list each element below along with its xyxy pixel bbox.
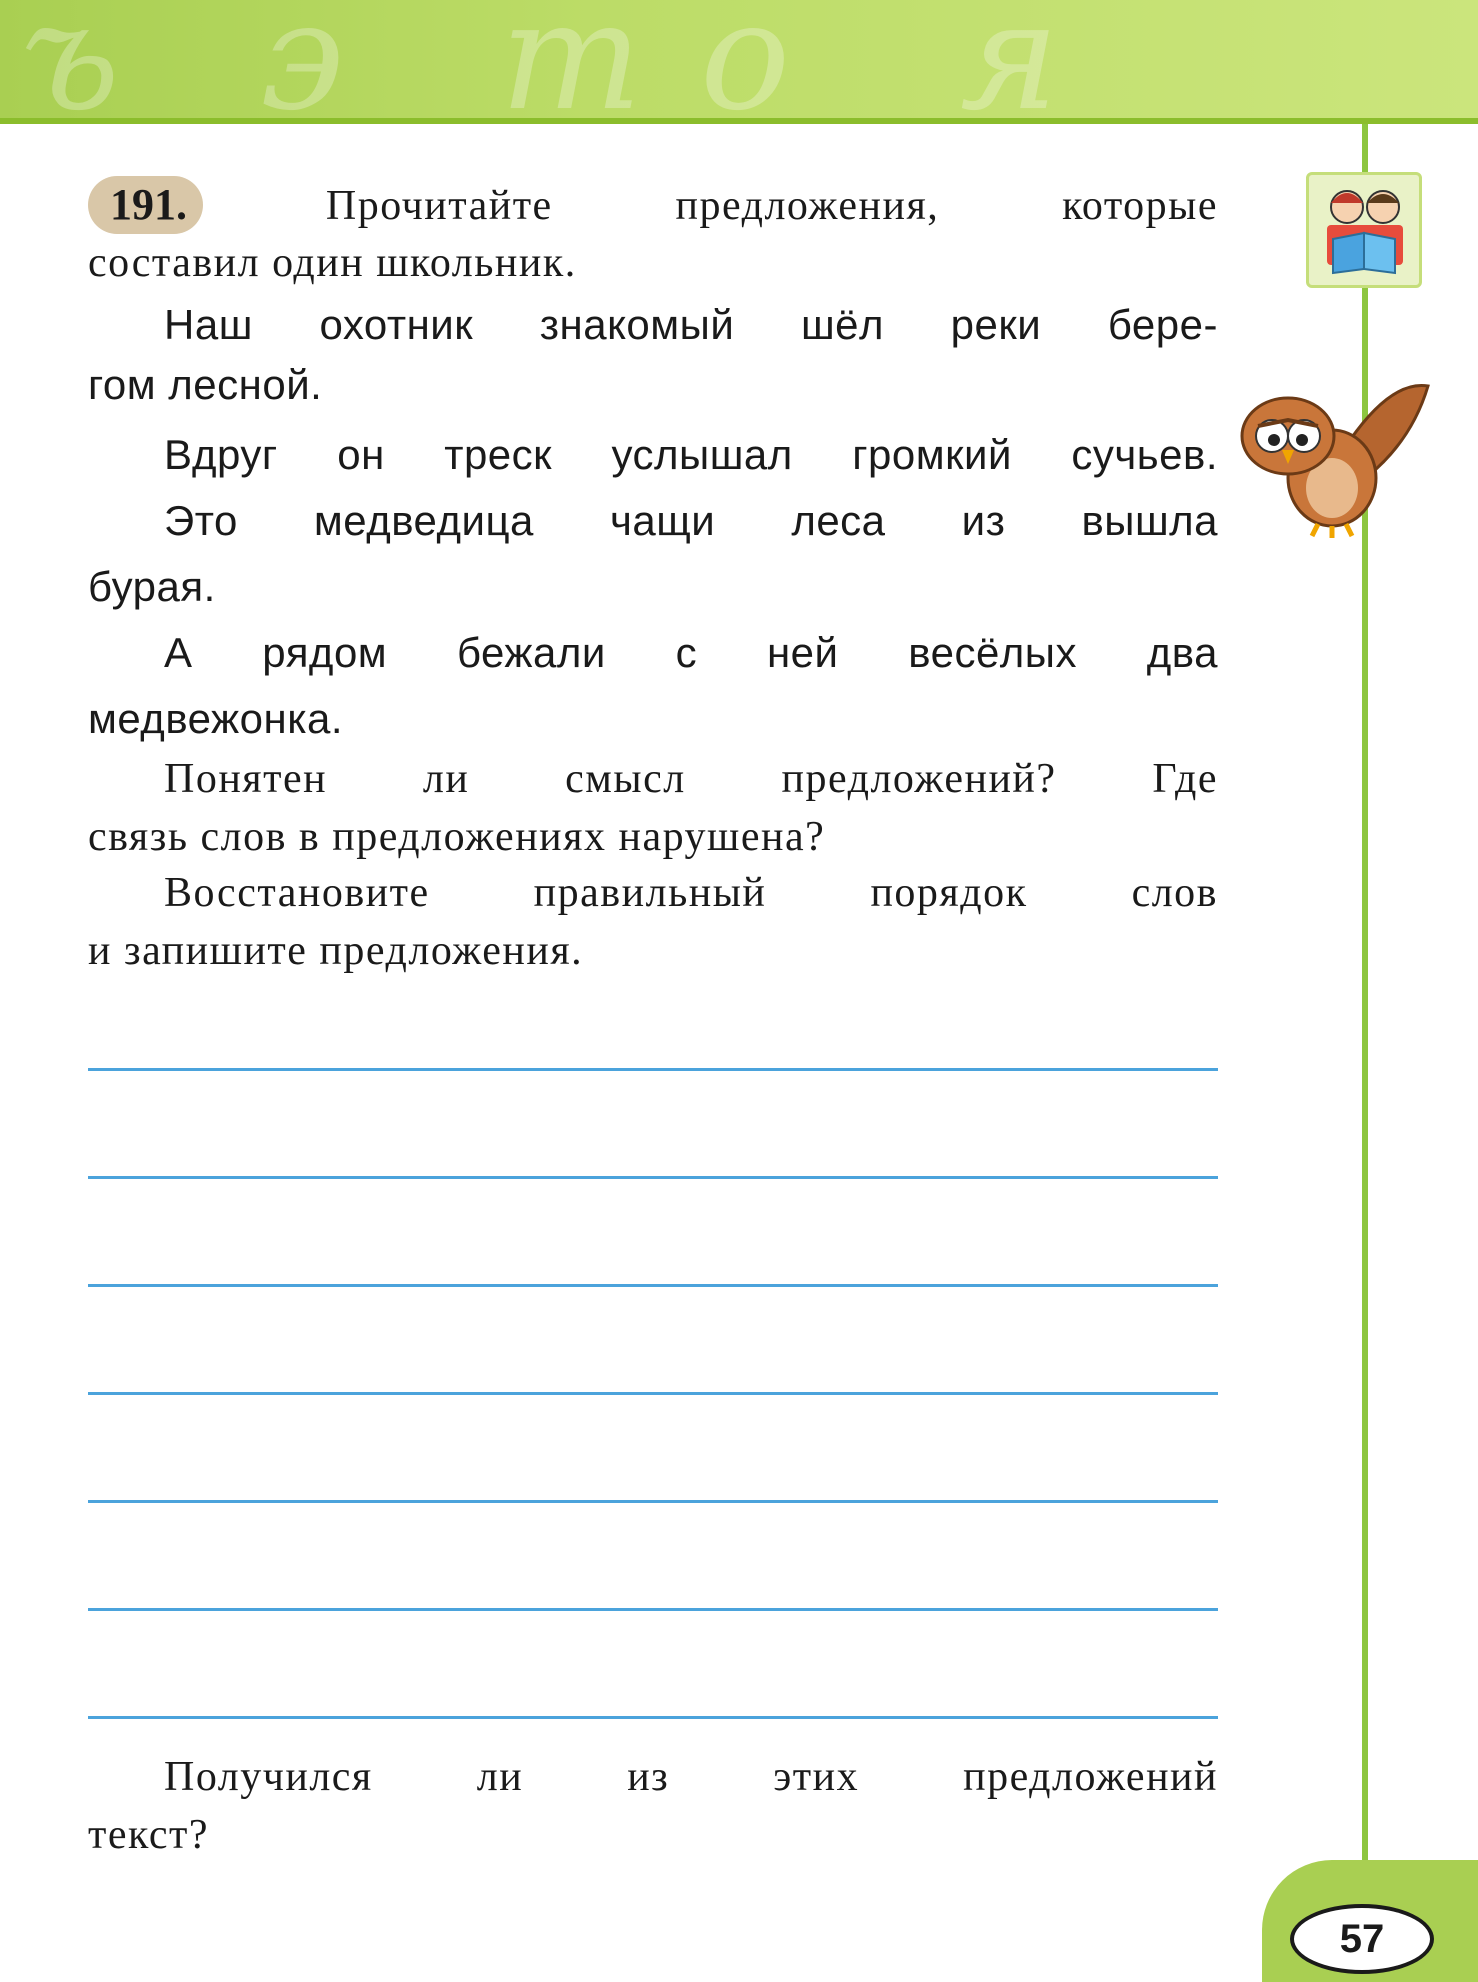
sentence-1-line-1: Наш охотник знакомый шёл реки бере- — [164, 301, 1218, 348]
writing-line[interactable] — [88, 1176, 1218, 1179]
writing-line[interactable] — [88, 1716, 1218, 1719]
owl-mascot-icon — [1232, 380, 1442, 540]
question-1-line-1: Понятен ли смысл предложений? Где — [164, 756, 1218, 802]
task-intro-line-1 — [88, 176, 1218, 235]
sentence-1-line-2: гом лесной. — [88, 361, 323, 408]
question-1-line-2: связь слов в предложениях нарушена? — [88, 814, 826, 860]
task-number-badge: 191. — [88, 176, 203, 234]
banner-decoration: о — [700, 0, 791, 124]
page-number: 57 — [1290, 1904, 1434, 1974]
banner-decoration: т — [500, 0, 643, 124]
banner-decoration: я — [960, 0, 1060, 124]
banner-decoration: ъ — [20, 0, 120, 124]
question-2-line-2: и запишите предложения. — [88, 928, 584, 974]
task-intro-text: Прочитайте предложения, которые — [325, 183, 1218, 229]
writing-line[interactable] — [88, 1392, 1218, 1395]
reading-children-icon — [1306, 172, 1422, 288]
sentence-3-line-2: бурая. — [88, 563, 216, 610]
sentence-2: Вдруг он треск услышал громкий сучьев. — [164, 431, 1218, 478]
writing-line[interactable] — [88, 1500, 1218, 1503]
sentence-3-line-1: Это медведица чащи леса из вышла — [164, 497, 1218, 544]
sentence-4-line-2: медвежонка. — [88, 695, 344, 742]
writing-line[interactable] — [88, 1284, 1218, 1287]
sentence-4-line-1: А рядом бежали с ней весёлых два — [164, 629, 1218, 676]
final-question-line-2: текст? — [88, 1812, 209, 1858]
task-intro-line-2: составил один школьник. — [88, 240, 577, 286]
top-banner — [0, 0, 1478, 124]
writing-line[interactable] — [88, 1068, 1218, 1071]
writing-line[interactable] — [88, 1608, 1218, 1611]
question-2-line-1: Восстановите правильный порядок слов — [164, 870, 1218, 916]
final-question-line-1: Получился ли из этих предложений — [164, 1754, 1218, 1800]
banner-decoration: э — [260, 0, 345, 124]
